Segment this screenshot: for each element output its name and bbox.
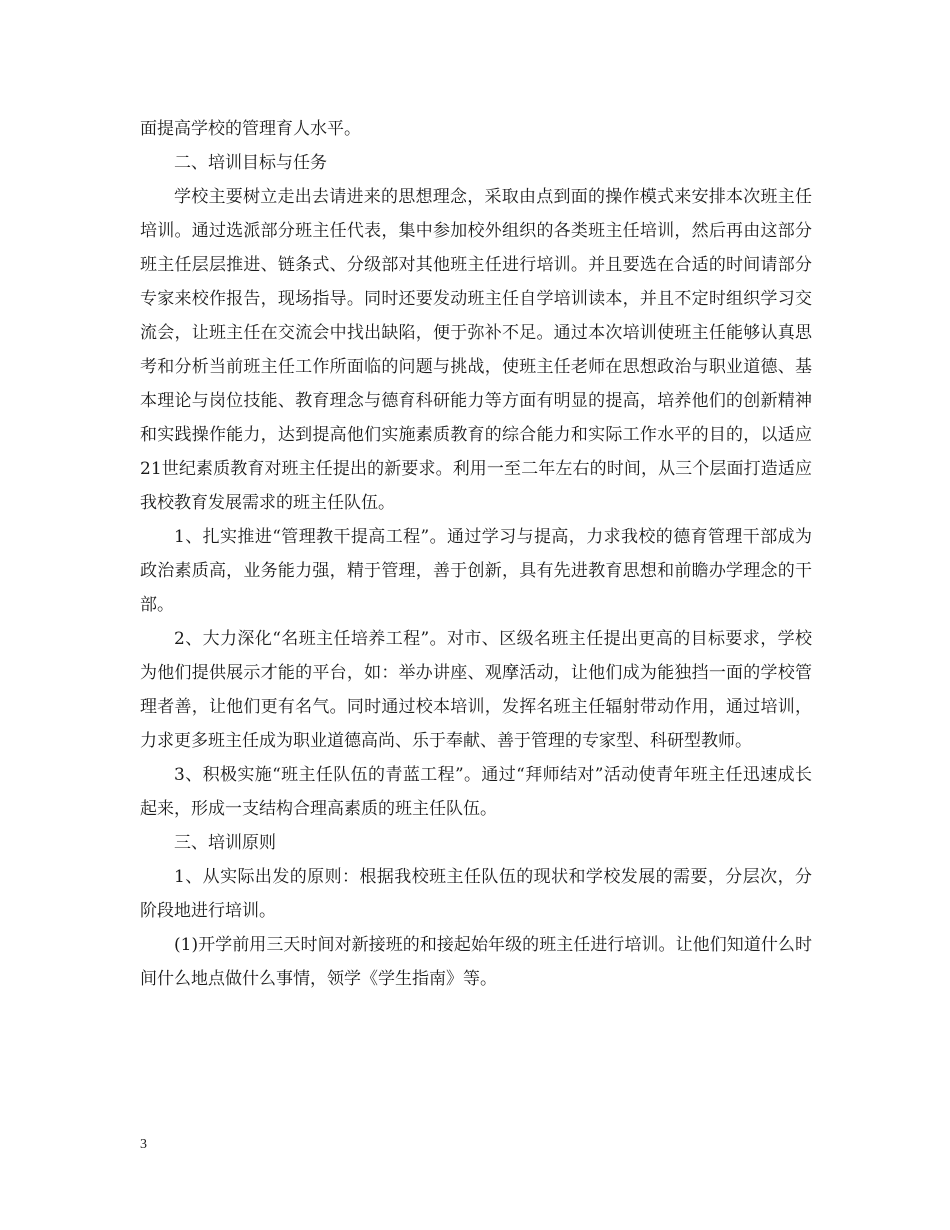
paragraph-training-approach: 学校主要树立走出去请进来的思想理念，采取由点到面的操作模式来安排本次班主任培训。通过选派部分班主任代表，集中参加校外组织的各类班主任培训，然后再由这部分班主任层层推进、链条式、分级部对其他班主任进行培训。并且要选在合适的时间请部分专家来校作报告，现场指导。同时还要发动班主任自学培训读本，并且不定时组织学习交流会，让班主任在交流会中找出缺陷，便于弥补不足。通过本次培训使班主任能够认真思考和分析当前班主任工作所面临的问题与挑战，使班主任老师在思想政治与职业道德、基本理论与岗位技能、教育理念与德育科研能力等方面有明显的提高，培养他们的创新精神和实践操作能力，达到提高他们实施素质教育的综合能力和实际工作水平的目的，以适应21世纪素质教育对班主任提出的新要求。利用一至二年左右的时间，从三个层面打造适应我校教育发展需求的班主任队伍。 xyxy=(140,187,812,513)
section-heading-training-principles: 三、培训原则 xyxy=(174,833,276,853)
paragraph-item-1: 1、扎实推进“管理教干提高工程”。通过学习与提高，力求我校的德育管理干部成为政治素质高，业务能力强，精于管理，善于创新，具有先进教育思想和前瞻办学理念的干部。 xyxy=(140,527,812,615)
section-heading-training-goals: 二、培训目标与任务 xyxy=(174,153,327,173)
paragraph-principle-1-sub-1: (1)开学前用三天时间对新接班的和接起始年级的班主任进行培训。让他们知道什么时间什么地点做什么事情，领学《学生指南》等。 xyxy=(140,935,812,989)
paragraph-item-2: 2、大力深化“名班主任培养工程”。对市、区级名班主任提出更高的目标要求，学校为他们提供展示才能的平台，如：举办讲座、观摩活动，让他们成为能独挡一面的学校管理者善，让他们更有名气。同时通过校本培训，发挥名班主任辐射带动作用，通过培训，力求更多班主任成为职业道德高尚、乐于奉献、善于管理的专家型、科研型教师。 xyxy=(140,629,812,751)
page-number: 3 xyxy=(140,1137,147,1152)
paragraph-principle-1: 1、从实际出发的原则：根据我校班主任队伍的现状和学校发展的需要，分层次，分阶段地进行培训。 xyxy=(140,867,812,921)
document-body xyxy=(140,112,812,996)
paragraph-item-3: 3、积极实施“班主任队伍的青蓝工程”。通过“拜师结对”活动使青年班主任迅速成长起来，形成一支结构合理高素质的班主任队伍。 xyxy=(140,765,812,819)
paragraph-continuation: 面提高学校的管理育人水平。 xyxy=(140,119,361,139)
